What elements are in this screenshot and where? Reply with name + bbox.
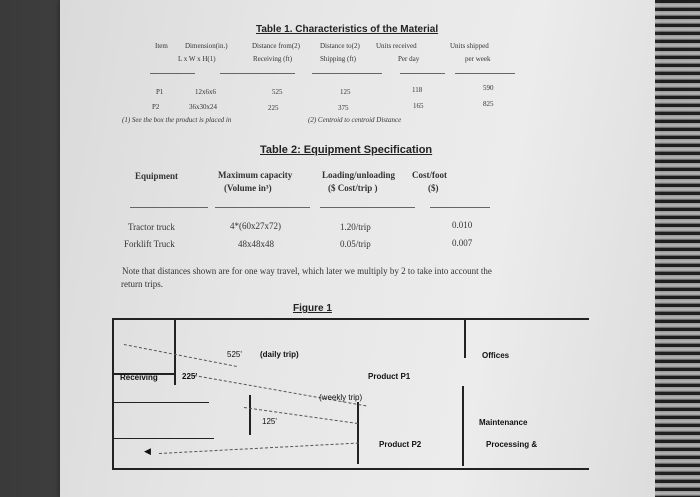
t2-h-capacity: Maximum capacity (218, 170, 293, 180)
t1-h-dimensions: Dimension(in.) (185, 42, 228, 50)
t2-r1-costfoot: 0.010 (452, 220, 473, 230)
weekly-trip-label: (weekly trip) (319, 393, 363, 402)
t1-r2-perweek: 825 (483, 100, 494, 108)
dist-525-label: 525' (227, 350, 242, 359)
t1-r2-dim: 36x30x24 (189, 103, 217, 111)
t2-h-loading: Loading/unloading (322, 170, 396, 180)
t2-r2-loading: 0.05/trip (340, 239, 371, 249)
maintenance-label: Maintenance (479, 418, 528, 427)
t2-r1-loading: 1.20/trip (340, 222, 371, 232)
t2-r2-equipment: Forklift Truck (124, 239, 175, 249)
t1-h-units-received: Units received (376, 42, 417, 50)
offices-label: Offices (482, 351, 510, 360)
t2-r2-capacity: 48x48x48 (238, 239, 274, 249)
arrow-left-icon: ◀ (144, 446, 151, 456)
processing-label: Processing & (486, 440, 538, 449)
t1-r1-ship: 125 (340, 88, 351, 96)
product-p1-label: Product P1 (368, 372, 411, 381)
receiving-label: Receiving (120, 373, 158, 382)
spiral-binding (655, 0, 700, 497)
t2-h-equipment: Equipment (135, 171, 179, 181)
t2-h-costtrip: ($ Cost/trip ) (328, 183, 378, 193)
t1-r2-recv: 225 (268, 104, 279, 112)
t1-sub-lwh: L x W x H(1) (178, 55, 216, 63)
figure1-diagram (112, 318, 589, 470)
t1-sub-recv: Receiving (ft) (253, 55, 293, 63)
t2-h-volume: (Volume in³) (224, 183, 272, 193)
figure-title: Figure 1 (293, 303, 332, 314)
product-p2-label: Product P2 (379, 440, 422, 449)
t1-h-item: Item (155, 42, 168, 50)
t1-sub-perday: Per day (398, 55, 420, 63)
t1-r1-perweek: 590 (483, 84, 494, 92)
table1-title: Table 1. Characteristics of the Material (256, 24, 439, 35)
t1-footnote2: (2) Centroid to centroid Distance (308, 116, 402, 124)
t1-sub-perweek: per week (465, 55, 491, 63)
t1-r1-perday: 118 (412, 86, 423, 94)
t1-sub-ship: Shipping (ft) (320, 55, 356, 63)
t2-r1-capacity: 4*(60x27x72) (230, 221, 281, 231)
t1-r1-dim: 12x6x6 (195, 88, 216, 96)
t2-h-dollar: ($) (428, 183, 439, 193)
t1-h-dist-ship: Distance to(2) (320, 42, 360, 50)
t2-r2-costfoot: 0.007 (452, 238, 473, 248)
t1-h-dist-recv: Distance from(2) (252, 42, 301, 50)
t1-r2-perday: 165 (413, 102, 424, 110)
t1-r1-item: P1 (156, 88, 164, 96)
daily-trip-label: (daily trip) (260, 350, 299, 359)
note-line2: return trips. (121, 279, 163, 289)
t1-r2-ship: 375 (338, 104, 349, 112)
t1-r1-recv: 525 (272, 88, 283, 96)
table2-title: Table 2: Equipment Specification (260, 144, 433, 156)
note-line1: Note that distances shown are for one way travel, which later we multiply by 2 to take into account the (122, 266, 492, 276)
t1-h-units-shipped: Units shipped (450, 42, 489, 50)
dist-125-label: 125' (262, 417, 277, 426)
dist-225-label: 225' (182, 372, 198, 381)
t1-footnote1: (1) See the box the product is placed in (122, 116, 232, 124)
t2-r1-equipment: Tractor truck (128, 222, 175, 232)
t1-r2-item: P2 (152, 103, 160, 111)
t2-h-costfoot: Cost/foot (412, 170, 447, 180)
